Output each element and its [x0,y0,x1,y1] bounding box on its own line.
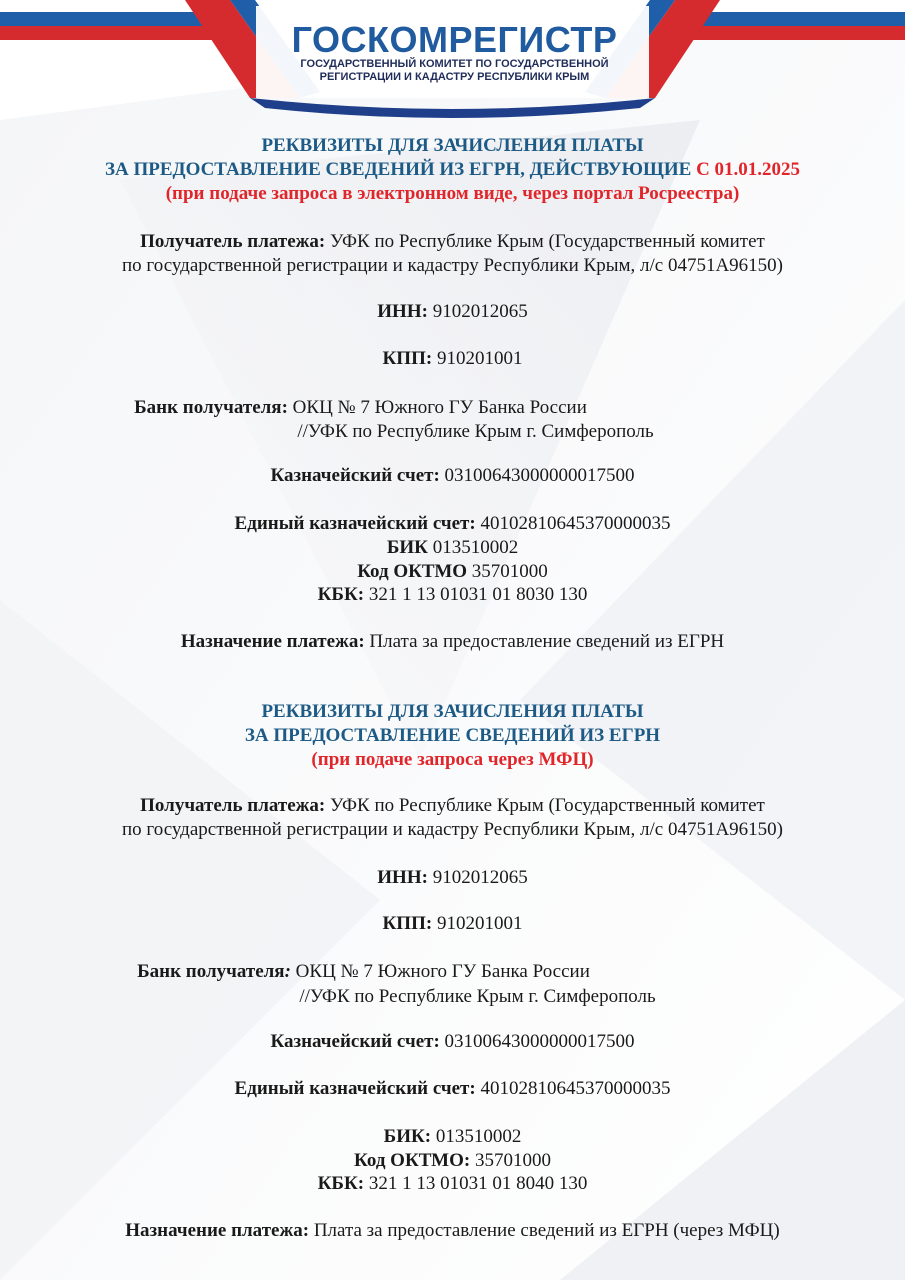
section1-bank-line1 [0,396,813,420]
section1-treasury [0,464,905,488]
logo-subtitle-line1: ГОСУДАРСТВЕННЫЙ КОМИТЕТ ПО ГОСУДАРСТВЕННОЙ [300,58,609,70]
section1-bank-value1: ОКЦ № 7 Южного ГУ Банка России [292,397,587,418]
section1-single-treasury-value: 40102810645370000035 [480,513,671,534]
section2-treasury [0,1030,905,1054]
section1-kbk-label: КБК: [317,584,365,605]
section2-inn-value: 9102012065 [432,867,528,888]
section2-single-treasury-label: Единый казначейский счет: [234,1078,476,1099]
section2-bik-value: 013510002 [435,1126,522,1147]
section1-inn-label: ИНН: [377,301,428,322]
section1-recipient-label: Получатель платежа: [140,231,326,252]
section2-title-line1: РЕКВИЗИТЫ ДЛЯ ЗАЧИСЛЕНИЯ ПЛАТЫ [261,701,644,722]
section1-bank-label: Банк получателя: [134,397,288,418]
section2-note: (при подаче запроса через МФЦ) [311,749,594,770]
section2-purpose [0,1219,905,1243]
section1-bik-label: БИК [386,537,428,558]
section2-treasury-label: Казначейский счет: [270,1031,440,1052]
section1-kbk-value: 321 1 13 01031 01 8030 130 [368,584,588,605]
section2-kpp-label: КПП: [382,913,433,934]
logo-subtitle [0,58,905,84]
logo-subtitle-line2: РЕГИСТРАЦИИ И КАДАСТРУ РЕСПУБЛИКИ КРЫМ [319,71,590,83]
section2-inn-label: ИНН: [377,867,428,888]
section2-recipient-line1 [0,794,905,818]
section2-purpose-label: Назначение платежа: [125,1220,310,1241]
section1-recipient-line1 [0,230,905,254]
section1-title-date: С 01.01.2025 [696,159,801,180]
section1-kpp [0,347,905,371]
section2-title-line2: ЗА ПРЕДОСТАВЛЕНИЕ СВЕДЕНИЙ ИЗ ЕГРН [244,725,661,746]
section1-oktmo-value: 35701000 [471,561,548,582]
section1-kbk [0,583,905,607]
section1-title-line2 [0,158,905,182]
section1-title-text: ЗА ПРЕДОСТАВЛЕНИЕ СВЕДЕНИЙ ИЗ ЕГРН, ДЕЙСТВУЮЩИЕ [104,159,692,180]
section1-bik [0,536,905,560]
section1-purpose-value: Плата за предоставление сведений из ЕГРН [369,631,725,652]
section1-title-line1: РЕКВИЗИТЫ ДЛЯ ЗАЧИСЛЕНИЯ ПЛАТЫ [261,135,644,156]
section1-kpp-label: КПП: [382,348,433,369]
section1-single-treasury [0,512,905,536]
section1-purpose [0,630,905,654]
section2-bik [0,1125,905,1149]
section2-oktmo [0,1149,905,1173]
section2-purpose-value: Плата за предоставление сведений из ЕГРН (через МФЦ) [313,1220,780,1241]
section2-bank-value1: ОКЦ № 7 Южного ГУ Банка России [295,961,590,982]
section1-inn [0,300,905,324]
section1-bik-value: 013510002 [432,537,519,558]
section2-bik-label: БИК: [383,1126,432,1147]
section1-recipient-value2: по государственной регистрации и кадастру Республики Крым, л/с 04751А96150) [121,255,783,276]
section1-single-treasury-label: Единый казначейский счет: [234,513,476,534]
section2-bank-colon: : [284,961,291,982]
section1-bank-value2: //УФК по Республике Крым г. Симферополь [297,421,654,442]
section2-oktmo-value: 35701000 [474,1150,551,1171]
section1-inn-value: 9102012065 [432,301,528,322]
section2-kpp-value: 910201001 [436,913,523,934]
section2-kbk-label: КБК: [317,1173,365,1194]
section2-recipient-value2: по государственной регистрации и кадастру Республики Крым, л/с 04751А96150) [121,819,783,840]
section2-inn [0,866,905,890]
section2-bank-value2: //УФК по Республике Крым г. Симферополь [299,986,656,1007]
section2-recipient-value1: УФК по Республике Крым (Государственный комитет [330,795,765,816]
section1-treasury-value: 03100643000000017500 [444,465,635,486]
section2-kpp [0,912,905,936]
section1-oktmo-label: Код ОКТМО [357,561,468,582]
section1-note: (при подаче запроса в электронном виде, через портал Росреестра) [165,183,740,204]
section1-treasury-label: Казначейский счет: [270,465,440,486]
section1-purpose-label: Назначение платежа: [180,631,365,652]
logo-title: ГОСКОМРЕГИСТР [291,19,618,60]
section2-recipient-label: Получатель платежа: [140,795,326,816]
section2-bank-label: Банк получателя [137,961,285,982]
section2-bank-line1 [0,960,816,984]
section1-recipient-value1: УФК по Республике Крым (Государственный комитет [330,231,765,252]
section2-treasury-value: 03100643000000017500 [444,1031,635,1052]
section2-single-treasury [0,1077,905,1101]
section2-kbk [0,1172,905,1196]
section2-single-treasury-value: 40102810645370000035 [480,1078,671,1099]
section2-kbk-value: 321 1 13 01031 01 8040 130 [368,1173,588,1194]
section1-oktmo [0,560,905,584]
section2-oktmo-label: Код ОКТМО: [354,1150,471,1171]
section1-kpp-value: 910201001 [436,348,523,369]
